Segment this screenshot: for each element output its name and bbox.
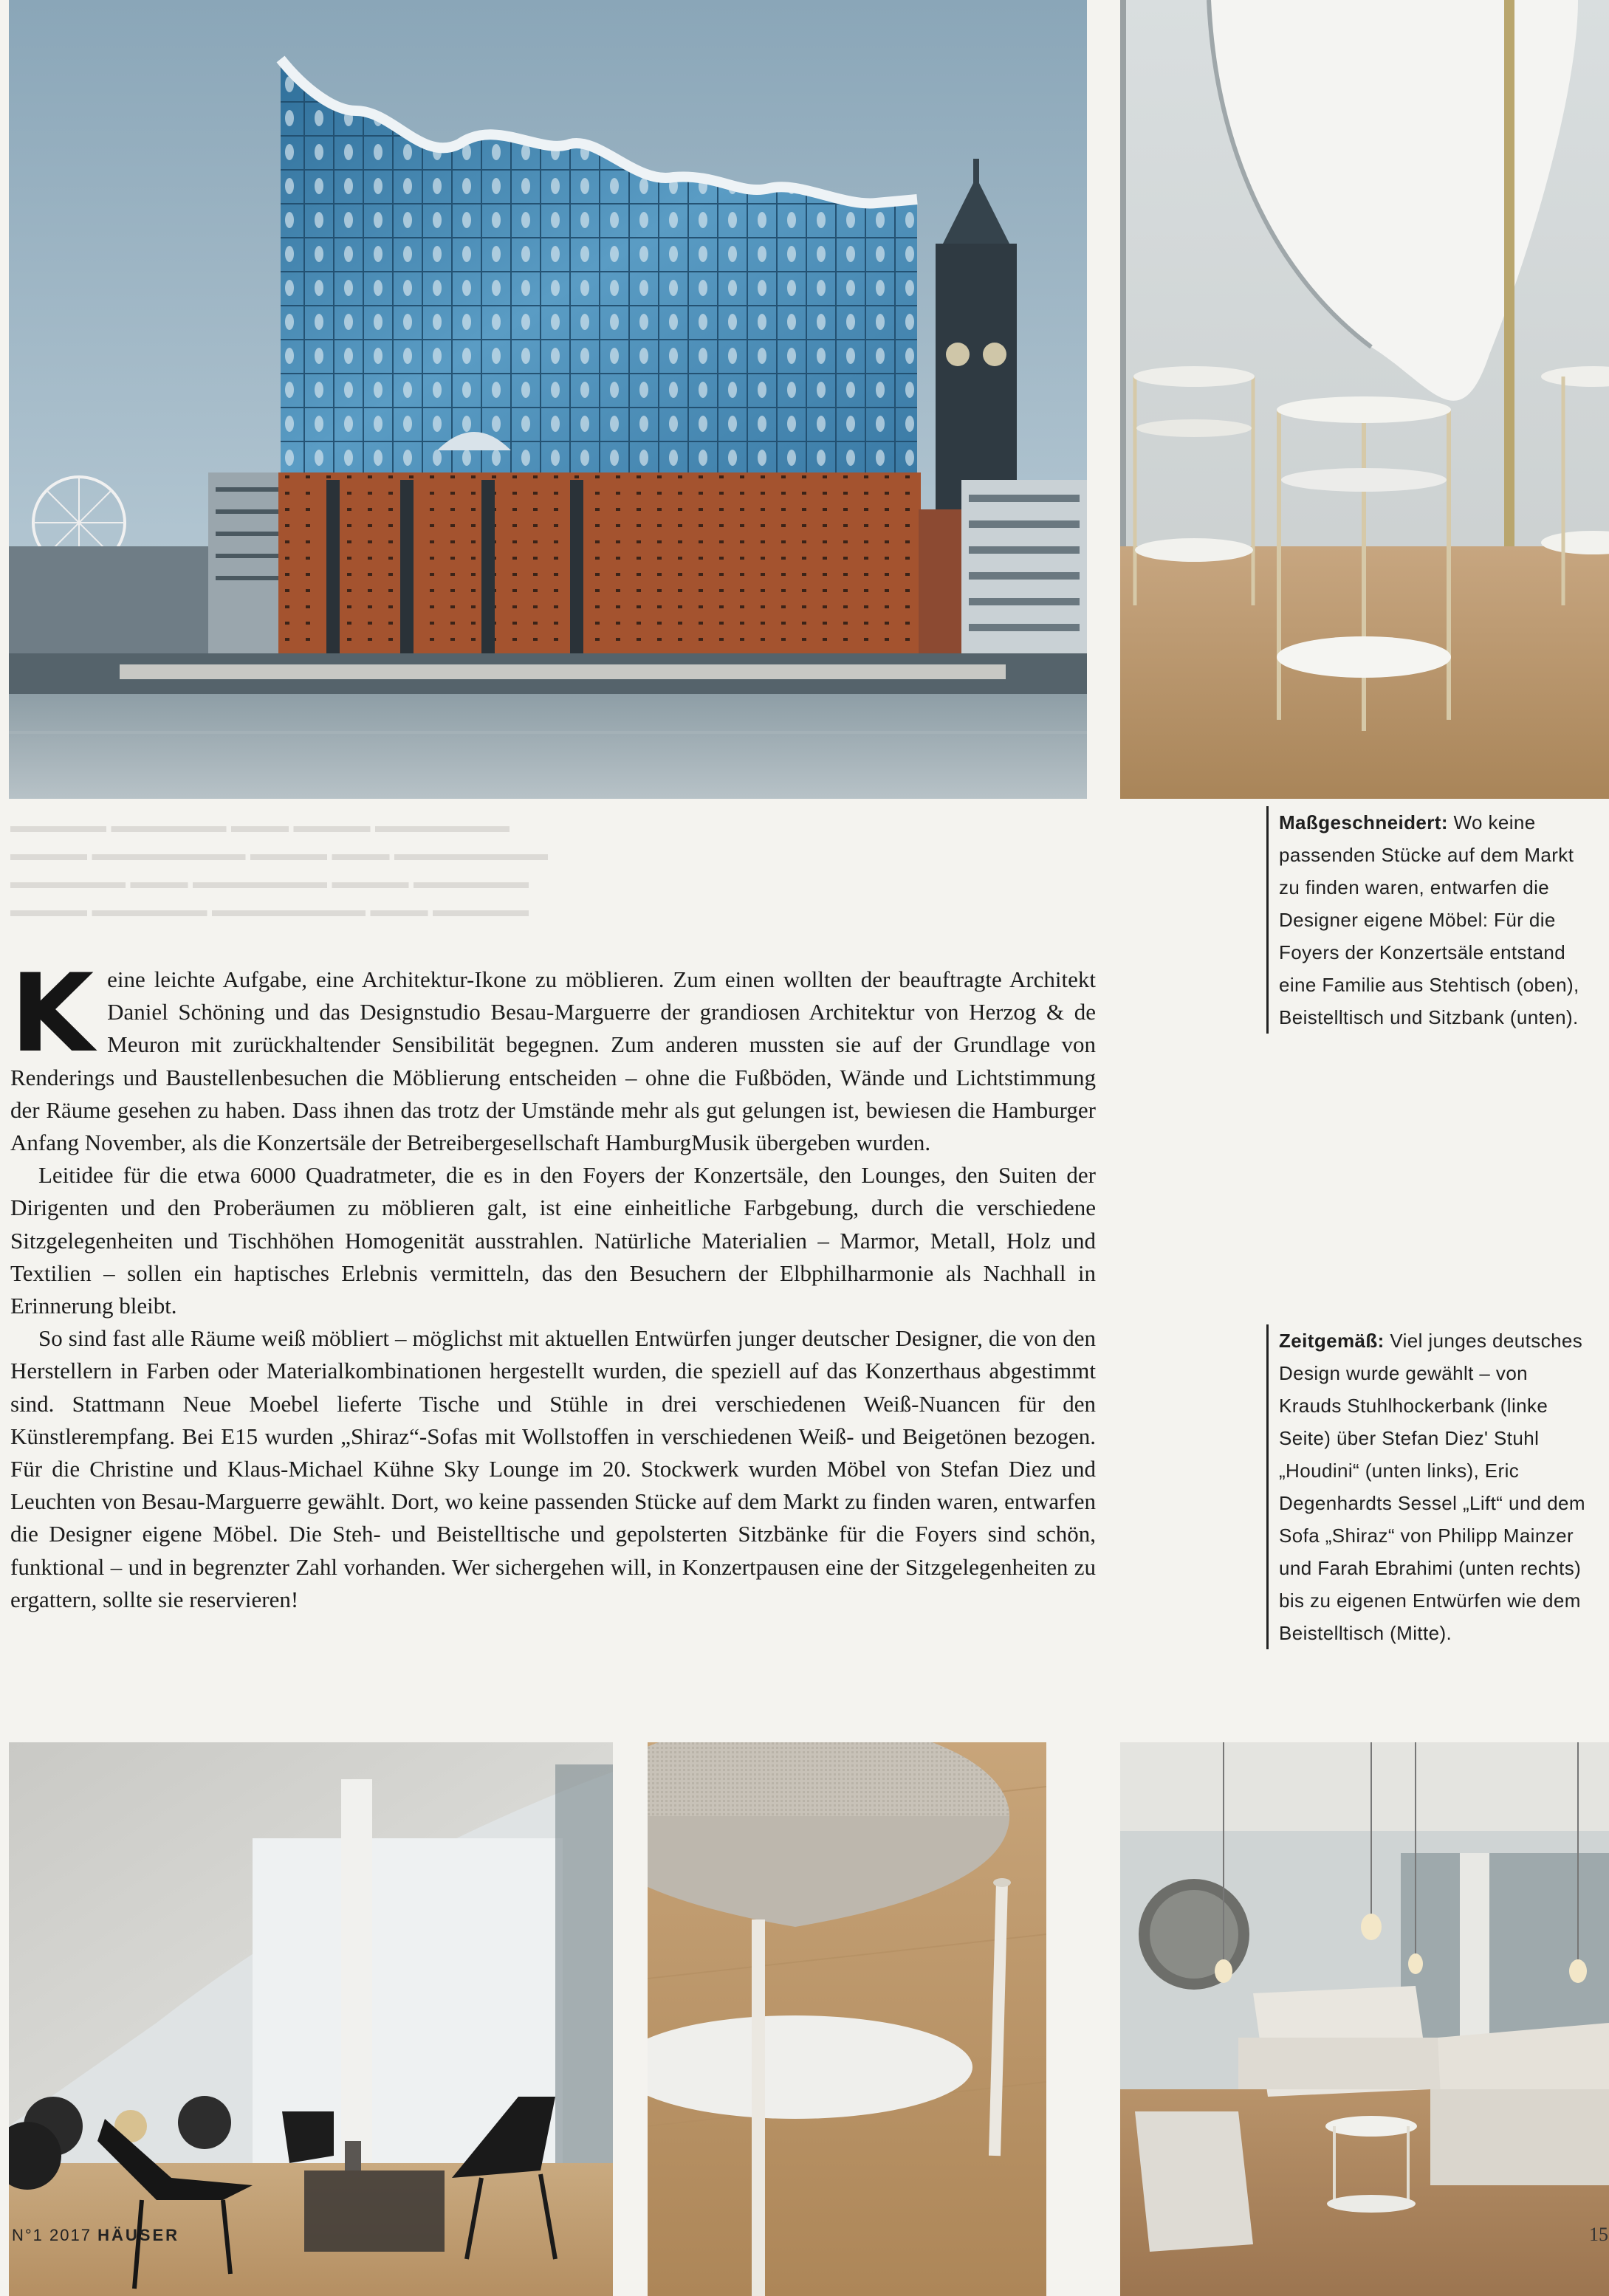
side-table-photo <box>648 1742 1046 2296</box>
article-body <box>10 951 1096 1616</box>
page-footer <box>12 2226 179 2245</box>
issue-number: N°1 2017 <box>12 2226 92 2244</box>
caption-zeitgemaess <box>1266 1324 1589 1649</box>
article-paragraph-1-text: eine leichte Aufgabe, eine Architektur-Ikone zu möblieren. Zum einen wollten der beauftragte Architekt Daniel Schöning und das Designstudio Besau-Marguerre der grandiosen Architektur von Herzog & de Meuron mit zurückhaltender Sensibilität begegnen. Zum anderen mussten sie auf der Grundlage von Renderings und Baustellenbesuchen die Möblierung entscheiden – ohne die Fußböden, Wände und Lichtstimmung der Räume gesehen zu haben. Dass ihnen das trotz der Umstände mehr als gut gelungen ist, bewiesen die Hamburger Anfang November, als die Konzertsäle der Betreibergesellschaft HamburgMusik übergeben wurden. <box>10 966 1096 1156</box>
article-paragraph-1 <box>10 951 1096 1159</box>
caption-text: Wo keine passenden Stücke auf dem Markt zu finden waren, entwarfen die Designer eigene Möbel: Für die Foyers der Konzertsäle entstand eine Familie aus Stehtisch (oben), Beistelltisch und Sitzbank (unten). <box>1279 811 1579 1028</box>
article-paragraph-2: Leitidee für die etwa 6000 Quadratmeter, die es in den Foyers der Konzertsäle, den Lounges, den Suiten der Dirigenten und den Proberäumen zu möblieren galt, ist eine einheitliche Farbgebung, durch die verschiedene Sitzgelegenheiten und Tischhöhen Homogenität ausstrahlen. Natürliche Materialien – Marmor, Metall, Holz und Textilien – sollen ein haptisches Erlebnis vermitteln, das den Besuchern der Elbphilharmonie als Nachhall in Erinnerung bleibt. <box>10 1162 1096 1319</box>
standing-tables-photo <box>1120 0 1609 799</box>
caption-title: Maßgeschneidert: <box>1279 811 1448 833</box>
elbphilharmonie-photo <box>9 0 1087 799</box>
show-through-text: ▬▬▬▬▬ ▬▬▬▬▬▬ ▬▬▬ ▬▬▬▬ ▬▬▬▬▬▬▬ ▬▬▬▬ ▬▬▬▬▬▬▬▬ ▬▬▬▬ ▬▬▬ ▬▬▬▬▬▬▬▬ ▬▬▬▬▬▬ ▬▬▬ ▬▬▬▬▬▬▬ ▬▬▬▬ ▬▬▬▬▬▬ ▬▬▬▬ ▬▬▬▬▬▬ ▬▬▬▬▬▬▬▬ ▬▬▬ ▬▬▬▬▬ <box>10 815 548 921</box>
article-paragraph-3: So sind fast alle Räume weiß möbliert – möglichst mit aktuellen Entwürfen junger deutscher Designer, die von den Herstellern in Farben oder Materialkombinationen hergestellt wurden, die speziell auf das Konzerthaus abgestimmt sind. Stattmann Neue Moebel lieferte Tische und Stühle in drei verschiedenen Weiß-Nuancen für den Künstlerempfang. Bei E15 wurden „Shiraz“-Sofas mit Wollstoffen in verschiedenen Weiß- und Beigetönen bezogen. Für die Christine und Klaus-Michael Kühne Sky Lounge im 20. Stockwerk wurden Möbel von Stefan Diez und Leuchten von Besau-Marguerre gewählt. Dort, wo keine passenden Stücke auf dem Markt zu finden waren, entwarfen die Designer eigene Möbel. Die Steh- und Beistelltische und gepolsterten Sitzbänke für die Foyers sind schön, funktional – und in begrenzter Zahl vorhanden. Wer sichergehen will, in Konzertpausen eine der Sitzgelegenheiten zu ergattern, sollte sie reservieren! <box>10 1325 1096 1612</box>
caption-title: Zeitgemäß: <box>1279 1330 1385 1352</box>
page-number: 15 <box>1589 2224 1608 2245</box>
lounge-chairs-photo <box>9 1742 613 2296</box>
drop-cap: K <box>10 951 95 1076</box>
caption-text: Viel junges deutsches Design wurde gewählt – von Krauds Stuhlhockerbank (linke Seite) über Stefan Diez' Stuhl „Houdini“ (unten links), Eric Degenhardts Sessel „Lift“ und dem Sofa „Shiraz“ von Philipp Mainzer und Farah Ebrahimi (unten rechts) bis zu eigenen Entwürfen wie dem Beistelltisch (Mitte). <box>1279 1330 1585 1644</box>
sky-lounge-photo <box>1120 1742 1609 2296</box>
magazine-name: HÄUSER <box>97 2226 180 2244</box>
caption-massgeschneidert <box>1266 806 1589 1034</box>
